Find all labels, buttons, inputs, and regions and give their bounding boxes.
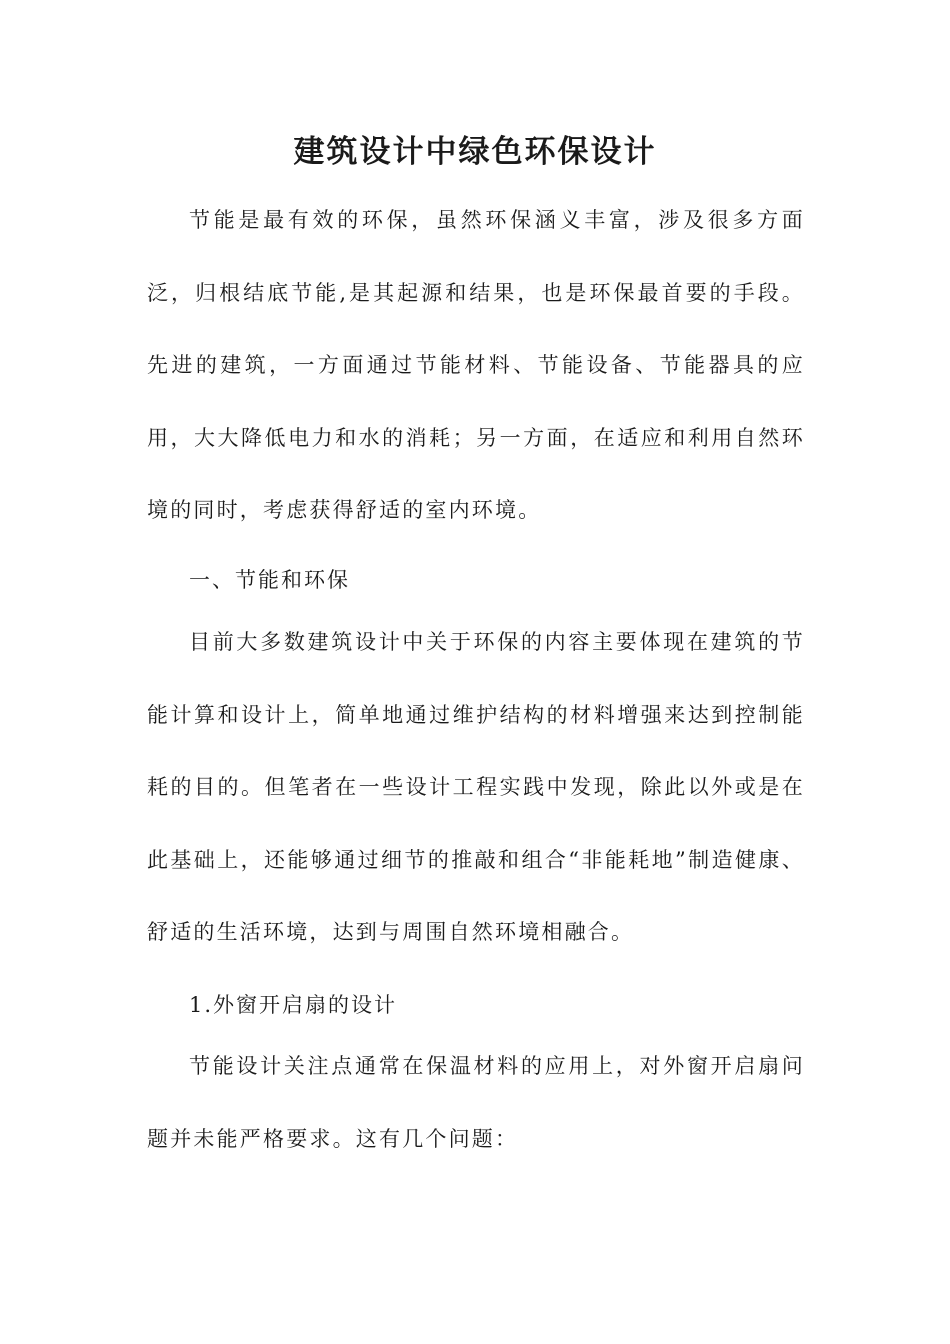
document-title: 建筑设计中绿色环保设计 (293, 134, 657, 170)
subsection-heading-window: 1.外窗开启扇的设计 (189, 993, 398, 1017)
paragraph-current-practice: 目前大多数建筑设计中关于环保的内容主要体现在建筑的节能计算和设计上，简单地通过维护结构的材料增强来达到控制能耗的目的。但笔者在一些设计工程实践中发现，除此以外或是在此基础上，还能够通过细节的推敲和组合“非能耗地”制造健康、舒适的生活环境，达到与周围自然环境相融合。 (147, 630, 805, 944)
paragraph-window-design: 节能设计关注点通常在保温材料的应用上，对外窗开启扇问题并未能严格要求。这有几个问题： (147, 1054, 805, 1151)
paragraph-intro: 节能是最有效的环保，虽然环保涵义丰富，涉及很多方面泛，归根结底节能,是其起源和结果，也是环保最首要的手段。先进的建筑，一方面通过节能材料、节能设备、节能器具的应用，大大降低电力和水的消耗；另一方面，在适应和利用自然环境的同时，考虑获得舒适的室内环境。 (147, 208, 805, 522)
section-heading-energy: 一、节能和环保 (189, 568, 350, 592)
